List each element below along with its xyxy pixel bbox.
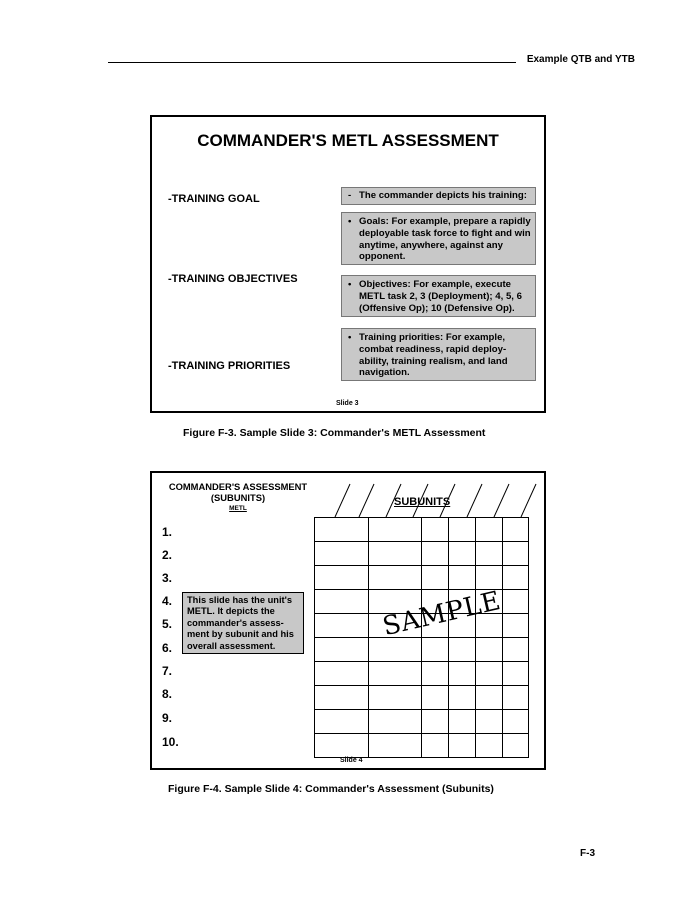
slide-4-description: This slide has the unit's METL. It depicts the commander's assess-ment by subunit and his overall assessment.	[182, 592, 304, 654]
slide-4-heading-line2: (SUBUNITS)	[210, 492, 266, 503]
header-slash	[386, 484, 401, 517]
slide-3-title: COMMANDER'S METL ASSESSMENT	[197, 131, 499, 150]
header-slash	[359, 484, 374, 517]
label-training-goal: -TRAINING GOAL	[168, 193, 260, 205]
intro-box	[341, 187, 536, 205]
metl-number: 10.	[162, 735, 179, 749]
objectives-text: • Objectives: For example, execute METL task 2, 3 (Deployment); 4, 5, 6 (Offensive Op); 10 (Defensive Op).	[347, 279, 531, 314]
priorities-box	[341, 328, 536, 381]
figure-f3-caption: Figure F-3. Sample Slide 3: Commander's METL Assessment	[183, 427, 486, 439]
intro-text: - The commander depicts his training:	[347, 190, 531, 202]
label-training-priorities: -TRAINING PRIORITIES	[168, 360, 291, 372]
header-slash	[413, 484, 428, 517]
priorities-text: • Training priorities: For example, combat readiness, rapid deploy-ability, training realism, and land navigation.	[347, 332, 531, 379]
metl-number: 8.	[162, 687, 173, 701]
slide-4-number: Slide 4	[340, 757, 363, 764]
slide-3-number: Slide 3	[336, 400, 359, 407]
subunit-header-lines	[332, 481, 544, 519]
header-rule	[108, 62, 516, 63]
sample-watermark: SAMPLE	[380, 586, 504, 643]
metl-number: 5.	[162, 617, 173, 631]
metl-number: 1.	[162, 525, 173, 539]
metl-number: 6.	[162, 641, 173, 655]
header-section-title: Example QTB and YTB	[526, 54, 635, 65]
slide-4-heading-line1: COMMANDER'S ASSESSMENT	[168, 481, 308, 492]
metl-number: 4.	[162, 594, 173, 608]
label-training-objectives: -TRAINING OBJECTIVES	[168, 273, 298, 285]
slide-4-heading	[164, 481, 312, 503]
header-slash	[440, 484, 455, 517]
header-slash	[335, 484, 350, 517]
metl-number: 9.	[162, 711, 173, 725]
subunits-label: SUBUNITS	[394, 496, 451, 508]
metl-number: 7.	[162, 664, 173, 678]
page-number: F-3	[580, 848, 595, 859]
assessment-grid	[314, 517, 530, 759]
metl-label: METL	[229, 505, 247, 512]
metl-number: 3.	[162, 571, 173, 585]
goals-text: • Goals: For example, prepare a rapidly deployable task force to fight and win anytime, anywhere, against any opponent.	[347, 216, 531, 263]
slide-4	[150, 471, 546, 770]
metl-number: 2.	[162, 548, 173, 562]
header-slash	[521, 484, 536, 517]
header-slash	[467, 484, 482, 517]
slide-3	[150, 115, 546, 413]
goals-box	[341, 212, 536, 265]
objectives-box	[341, 275, 536, 317]
header-slash	[494, 484, 509, 517]
figure-f4-caption: Figure F-4. Sample Slide 4: Commander's Assessment (Subunits)	[168, 783, 494, 795]
